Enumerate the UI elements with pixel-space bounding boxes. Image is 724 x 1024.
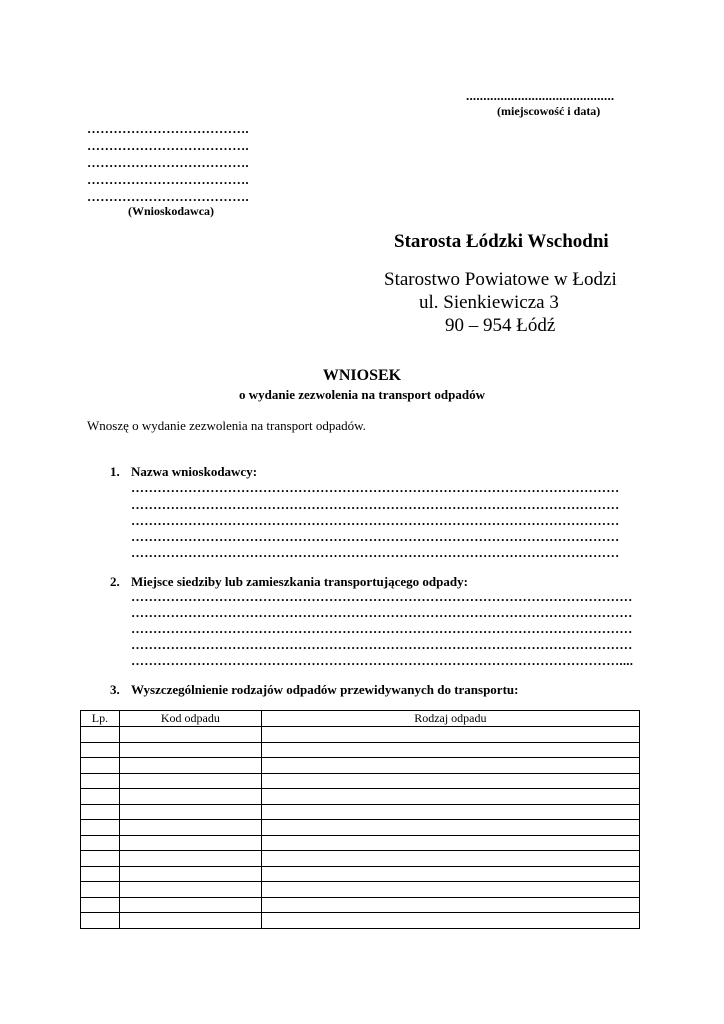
lp-cell[interactable] — [81, 727, 120, 743]
waste-table — [80, 710, 640, 929]
table-row — [81, 758, 640, 774]
header-rodzaj-odpadu: Rodzaj odpadu — [261, 711, 639, 727]
rodzaj-cell[interactable] — [261, 913, 639, 929]
section-2-line-2: …………………………………………………………………………………………………… — [131, 605, 633, 620]
place-date-dots: ........................................... — [466, 88, 615, 103]
lp-cell[interactable] — [81, 820, 120, 836]
rodzaj-cell[interactable] — [261, 897, 639, 913]
kod-cell[interactable] — [119, 913, 261, 929]
kod-cell[interactable] — [119, 773, 261, 789]
table-row — [81, 897, 640, 913]
kod-cell[interactable] — [119, 866, 261, 882]
section-1-line-3: ………………………………………………………………………………………………… — [131, 513, 620, 528]
section-3-title: Wyszczególnienie rodzajów odpadów przewidywanych do transportu: — [131, 682, 519, 697]
section-1-line-2: ………………………………………………………………………………………………… — [131, 497, 620, 512]
addressee-street: ul. Sienkiewicza 3 — [419, 292, 559, 313]
addressee-title: Starosta Łódzki Wschodni — [394, 231, 609, 252]
section-2-title: Miejsce siedziby lub zamieszkania transportującego odpady: — [131, 574, 468, 589]
section-1-line-5: ………………………………………………………………………………………………… — [131, 545, 620, 560]
table-row — [81, 851, 640, 867]
section-3-number: 3. — [110, 682, 120, 697]
rodzaj-cell[interactable] — [261, 789, 639, 805]
kod-cell[interactable] — [119, 742, 261, 758]
table-row — [81, 727, 640, 743]
rodzaj-cell[interactable] — [261, 804, 639, 820]
applicant-line-1: ………………………………. — [87, 121, 249, 136]
section-2-line-5: ………………………………………………………………………………………………….... — [131, 653, 634, 668]
applicant-line-5: ………………………………. — [87, 189, 249, 204]
kod-cell[interactable] — [119, 882, 261, 898]
lp-cell[interactable] — [81, 913, 120, 929]
rodzaj-cell[interactable] — [261, 866, 639, 882]
lp-cell[interactable] — [81, 866, 120, 882]
section-1-title: Nazwa wnioskodawcy: — [131, 464, 258, 479]
applicant-line-4: ………………………………. — [87, 172, 249, 187]
applicant-line-3: ………………………………. — [87, 155, 249, 170]
lp-cell[interactable] — [81, 804, 120, 820]
table-row — [81, 804, 640, 820]
rodzaj-cell[interactable] — [261, 758, 639, 774]
lp-cell[interactable] — [81, 835, 120, 851]
addressee-city: 90 – 954 Łódź — [445, 315, 556, 336]
kod-cell[interactable] — [119, 897, 261, 913]
kod-cell[interactable] — [119, 851, 261, 867]
lp-cell[interactable] — [81, 789, 120, 805]
intro-text: Wnoszę o wydanie zezwolenia na transport odpadów. — [87, 418, 366, 433]
section-1-number: 1. — [110, 464, 120, 479]
addressee-office: Starostwo Powiatowe w Łodzi — [384, 269, 617, 290]
lp-cell[interactable] — [81, 758, 120, 774]
kod-cell[interactable] — [119, 758, 261, 774]
lp-cell[interactable] — [81, 773, 120, 789]
table-row — [81, 773, 640, 789]
document-title: WNIOSEK — [322, 367, 402, 384]
table-row — [81, 742, 640, 758]
section-2-line-1: …………………………………………………………………………………………………… — [131, 589, 633, 604]
kod-cell[interactable] — [119, 727, 261, 743]
place-date-label: (miejscowość i data) — [497, 104, 601, 118]
rodzaj-cell[interactable] — [261, 727, 639, 743]
table-header-row — [81, 711, 640, 727]
table-row — [81, 789, 640, 805]
header-kod-odpadu: Kod odpadu — [119, 711, 261, 727]
document-subtitle: o wydanie zezwolenia na transport odpadów — [239, 387, 485, 402]
kod-cell[interactable] — [119, 789, 261, 805]
table-row — [81, 820, 640, 836]
rodzaj-cell[interactable] — [261, 851, 639, 867]
rodzaj-cell[interactable] — [261, 742, 639, 758]
section-1-line-4: ………………………………………………………………………………………………… — [131, 529, 620, 544]
lp-cell[interactable] — [81, 851, 120, 867]
lp-cell[interactable] — [81, 742, 120, 758]
kod-cell[interactable] — [119, 835, 261, 851]
rodzaj-cell[interactable] — [261, 882, 639, 898]
rodzaj-cell[interactable] — [261, 820, 639, 836]
lp-cell[interactable] — [81, 897, 120, 913]
applicant-label: (Wnioskodawca) — [128, 204, 215, 218]
table-row — [81, 913, 640, 929]
table-row — [81, 835, 640, 851]
table-row — [81, 882, 640, 898]
rodzaj-cell[interactable] — [261, 773, 639, 789]
applicant-line-2: ………………………………. — [87, 138, 249, 153]
rodzaj-cell[interactable] — [261, 835, 639, 851]
table-row — [81, 866, 640, 882]
kod-cell[interactable] — [119, 820, 261, 836]
kod-cell[interactable] — [119, 804, 261, 820]
lp-cell[interactable] — [81, 882, 120, 898]
header-lp: Lp. — [81, 711, 120, 727]
section-2-line-3: …………………………………………………………………………………………………… — [131, 621, 633, 636]
section-2-line-4: …………………………………………………………………………………………………… — [131, 637, 633, 652]
section-2-number: 2. — [110, 574, 120, 589]
section-1-line-1: ………………………………………………………………………………………………… — [131, 480, 620, 495]
